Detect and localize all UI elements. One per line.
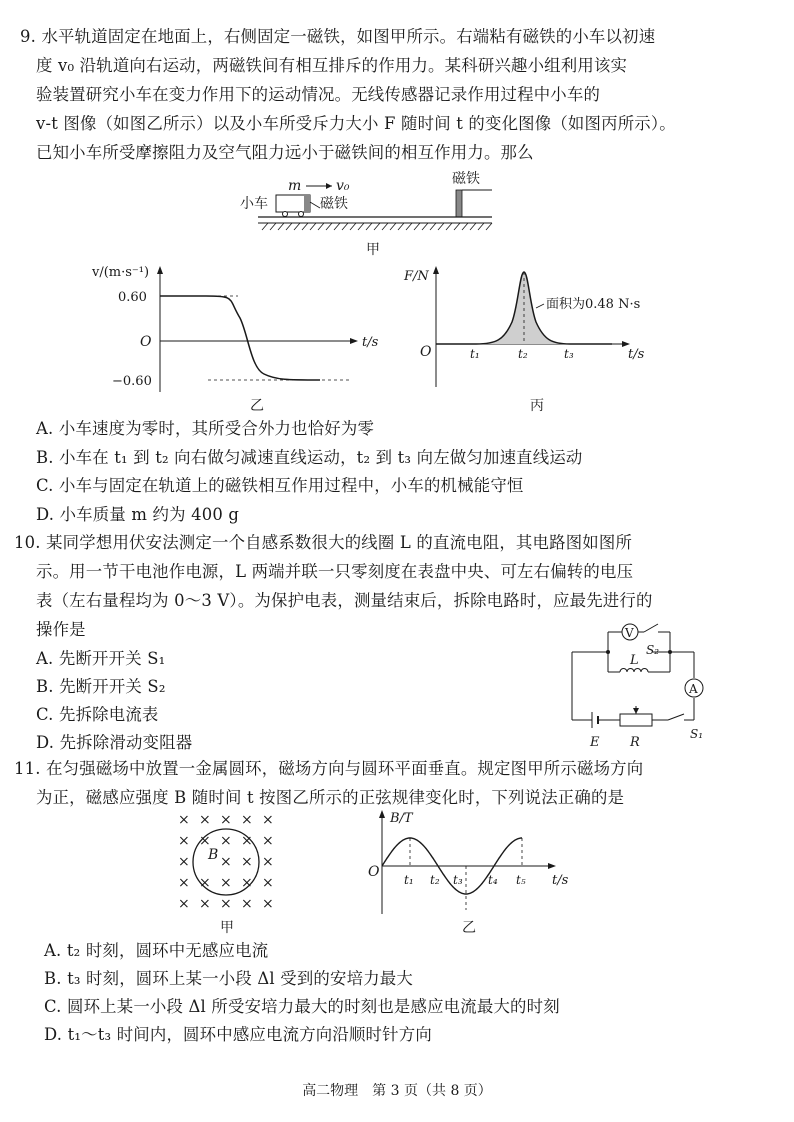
hatch-stroke (422, 223, 428, 230)
field-cross: × (262, 812, 274, 828)
junction-dot (606, 650, 610, 654)
y-axis-label: F/N (404, 269, 429, 284)
q11-line-1: 11. 在匀强磁场中放置一金属圆环，磁场方向与圆环平面垂直。规定图甲所示磁场方向 (14, 759, 644, 778)
hatch-stroke (342, 223, 348, 230)
hatch-stroke (366, 223, 372, 230)
hatch-stroke (406, 223, 412, 230)
hatch-stroke (382, 223, 388, 230)
hatch-stroke (350, 223, 356, 230)
tick-t2: t₂ (518, 347, 528, 361)
field-cross: × (241, 875, 253, 891)
hatch-stroke (470, 223, 476, 230)
q9-option-c: C. 小车与固定在轨道上的磁铁相互作用过程中，小车的机械能守恒 (36, 476, 524, 495)
field-cross: × (241, 896, 253, 912)
q11-option-b: B. t₃ 时刻，圆环上某一小段 Δl 受到的安培力最大 (44, 969, 413, 988)
tick-t4: t₄ (488, 873, 498, 887)
y-axis-label: B/T (390, 811, 413, 826)
caption-jia: 甲 (366, 242, 380, 258)
b-label: B (208, 847, 219, 863)
hatch-stroke (262, 223, 268, 230)
vt-curve (160, 296, 320, 380)
q11-option-d: D. t₁～t₃ 时间内，圆环中感应电流方向沿顺时针方向 (44, 1025, 432, 1044)
cart-label: 小车 (240, 196, 268, 212)
hatch-stroke (446, 223, 452, 230)
q9-figure-yi (88, 262, 388, 418)
origin-label: O (420, 344, 432, 360)
field-cross: × (178, 896, 190, 912)
s1-label: S₁ (690, 727, 704, 741)
car-magnet (304, 195, 310, 212)
wheel (299, 212, 304, 217)
hatch-stroke (294, 223, 300, 230)
hatch-stroke (374, 223, 380, 230)
velocity-arrowhead (326, 183, 332, 189)
tick-t3: t₃ (564, 347, 574, 361)
origin-label: O (140, 334, 152, 350)
hatch-stroke (278, 223, 284, 230)
y-arrowhead (433, 266, 439, 274)
hatch-stroke (462, 223, 468, 230)
q10-option-c: C. 先拆除电流表 (36, 705, 159, 724)
velocity-label: v₀ (336, 178, 350, 194)
field-cross: × (178, 812, 190, 828)
hatch-stroke (318, 223, 324, 230)
battery-label: E (590, 735, 600, 750)
q9-line-5: 已知小车所受摩擦阻力及空气阻力远小于磁铁间的相互作用力。那么 (36, 143, 534, 162)
tick-t1: t₁ (470, 347, 480, 361)
caption-jia: 甲 (220, 920, 234, 936)
field-cross: × (199, 833, 211, 849)
field-cross: × (262, 854, 274, 870)
origin-label: O (368, 864, 380, 880)
field-cross: × (262, 833, 274, 849)
q9-option-b: B. 小车在 t₁ 到 t₂ 向右做匀减速直线运动，t₂ 到 t₃ 向左做匀加速直线运动 (36, 448, 583, 467)
tick-t3: t₃ (453, 873, 463, 887)
field-cross: × (220, 854, 232, 870)
q11-option-c: C. 圆环上某一小段 Δl 所受安培力最大的时刻也是感应电流最大的时刻 (44, 997, 560, 1016)
x-arrowhead (548, 863, 556, 869)
q10-line-2: 示。用一节干电池作电源，L 两端并联一只零刻度在表盘中央、可左右偏转的电压 (36, 562, 634, 581)
caption-yi: 乙 (250, 398, 264, 414)
caption-yi: 乙 (462, 920, 476, 936)
rheostat (620, 714, 652, 726)
y-arrowhead (379, 810, 385, 818)
x-arrowhead (350, 338, 358, 344)
field-cross: × (220, 812, 232, 828)
hatch-stroke (302, 223, 308, 230)
wheel (283, 212, 288, 217)
s2-label: S₂ (646, 643, 660, 657)
hatch-stroke (454, 223, 460, 230)
q10-line-1: 10. 某同学想用伏安法测定一个自感系数很大的线圈 L 的直流电阻，其电路图如图所 (14, 533, 633, 552)
field-cross: × (262, 896, 274, 912)
q10-line-3: 表（左右量程均为 0～3 V）。为保护电表，测量结束后，拆除电路时，应最先进行的 (36, 591, 653, 610)
field-cross: × (220, 833, 232, 849)
hatch-stroke (334, 223, 340, 230)
fixed-magnet-label: 磁铁 (452, 171, 480, 187)
ytick-bottom: −0.60 (112, 374, 152, 389)
field-cross: × (241, 833, 253, 849)
caption-bing: 丙 (530, 398, 544, 414)
q11-figure-yi (360, 806, 580, 938)
field-cross: × (220, 875, 232, 891)
field-cross: × (241, 854, 253, 870)
q9-option-d: D. 小车质量 m 约为 400 g (36, 505, 240, 524)
y-axis-label: v/(m·s⁻¹) (92, 265, 150, 280)
q10-option-b: B. 先断开开关 S₂ (36, 677, 166, 696)
field-cross: × (262, 875, 274, 891)
q9-option-a: A. 小车速度为零时，其所受合外力也恰好为零 (36, 419, 375, 438)
car-magnet-label: 磁铁 (320, 196, 348, 212)
hatch-stroke (430, 223, 436, 230)
q9-figure-bing (404, 262, 662, 418)
field-cross: × (199, 875, 211, 891)
area-label: 面积为0.48 N·s (546, 297, 641, 312)
q11-line-2: 为正，磁感应强度 B 随时间 t 按图乙所示的正弦规律变化时，下列说法正确的是 (36, 788, 625, 807)
hatch-stroke (390, 223, 396, 230)
q9-line-1: 9. 水平轨道固定在地面上，右侧固定一磁铁，如图甲所示。右端粘有磁铁的小车以初速 (20, 27, 656, 46)
hatch-stroke (398, 223, 404, 230)
hatch-stroke (310, 223, 316, 230)
ytick-top: 0.60 (118, 290, 147, 305)
hatch-stroke (438, 223, 444, 230)
hatch-stroke (286, 223, 292, 230)
q9-line-2: 度 v₀ 沿轨道向右运动，两磁铁间有相互排斥的作用力。某科研兴趣小组利用该实 (36, 56, 628, 75)
q10-line-4: 操作是 (36, 620, 86, 639)
voltmeter-label: V (625, 626, 634, 640)
fixed-magnet (456, 190, 462, 217)
field-cross: × (178, 875, 190, 891)
ammeter-label: A (689, 682, 698, 696)
hatch-stroke (358, 223, 364, 230)
page-footer: 高二物理 第 3 页（共 8 页） (302, 1083, 492, 1099)
hatch-stroke (270, 223, 276, 230)
tick-t5: t₅ (516, 873, 526, 887)
rheostat-arrow (633, 708, 639, 714)
x-axis-label: t/s (362, 335, 379, 350)
q10-option-d: D. 先拆除滑动变阻器 (36, 733, 193, 752)
hatch-stroke (486, 223, 492, 230)
x-axis-label: t/s (628, 347, 645, 362)
rheostat-label: R (630, 735, 640, 750)
field-cross: × (178, 854, 190, 870)
q9-figure-jia (230, 168, 520, 260)
coil (620, 669, 648, 673)
field-cross: × (199, 896, 211, 912)
field-cross: × (241, 812, 253, 828)
x-axis-label: t/s (552, 873, 569, 888)
hatch-stroke (326, 223, 332, 230)
field-cross: × (220, 896, 232, 912)
q10-circuit (560, 622, 716, 750)
q10-option-a: A. 先断开开关 S₁ (36, 649, 166, 668)
field-cross: × (178, 833, 190, 849)
hatch-stroke (478, 223, 484, 230)
q11-figure-jia (172, 808, 282, 938)
coil-label: L (630, 653, 639, 668)
junction-dot (668, 650, 672, 654)
ground-hatching (262, 223, 492, 230)
mass-label: m (288, 178, 302, 194)
leader-line (310, 202, 320, 208)
q9-line-3: 验装置研究小车在变力作用下的运动情况。无线传感器记录作用过程中小车的 (36, 85, 601, 104)
q11-option-a: A. t₂ 时刻，圆环中无感应电流 (44, 941, 269, 960)
field-cross: × (199, 812, 211, 828)
hatch-stroke (414, 223, 420, 230)
tick-t2: t₂ (430, 873, 440, 887)
q9-line-4: v-t 图像（如图乙所示）以及小车所受斥力大小 F 随时间 t 的变化图像（如图丙所示）。 (36, 114, 676, 133)
y-arrowhead (157, 266, 163, 274)
area-leader (536, 304, 544, 308)
tick-t1: t₁ (404, 873, 414, 887)
